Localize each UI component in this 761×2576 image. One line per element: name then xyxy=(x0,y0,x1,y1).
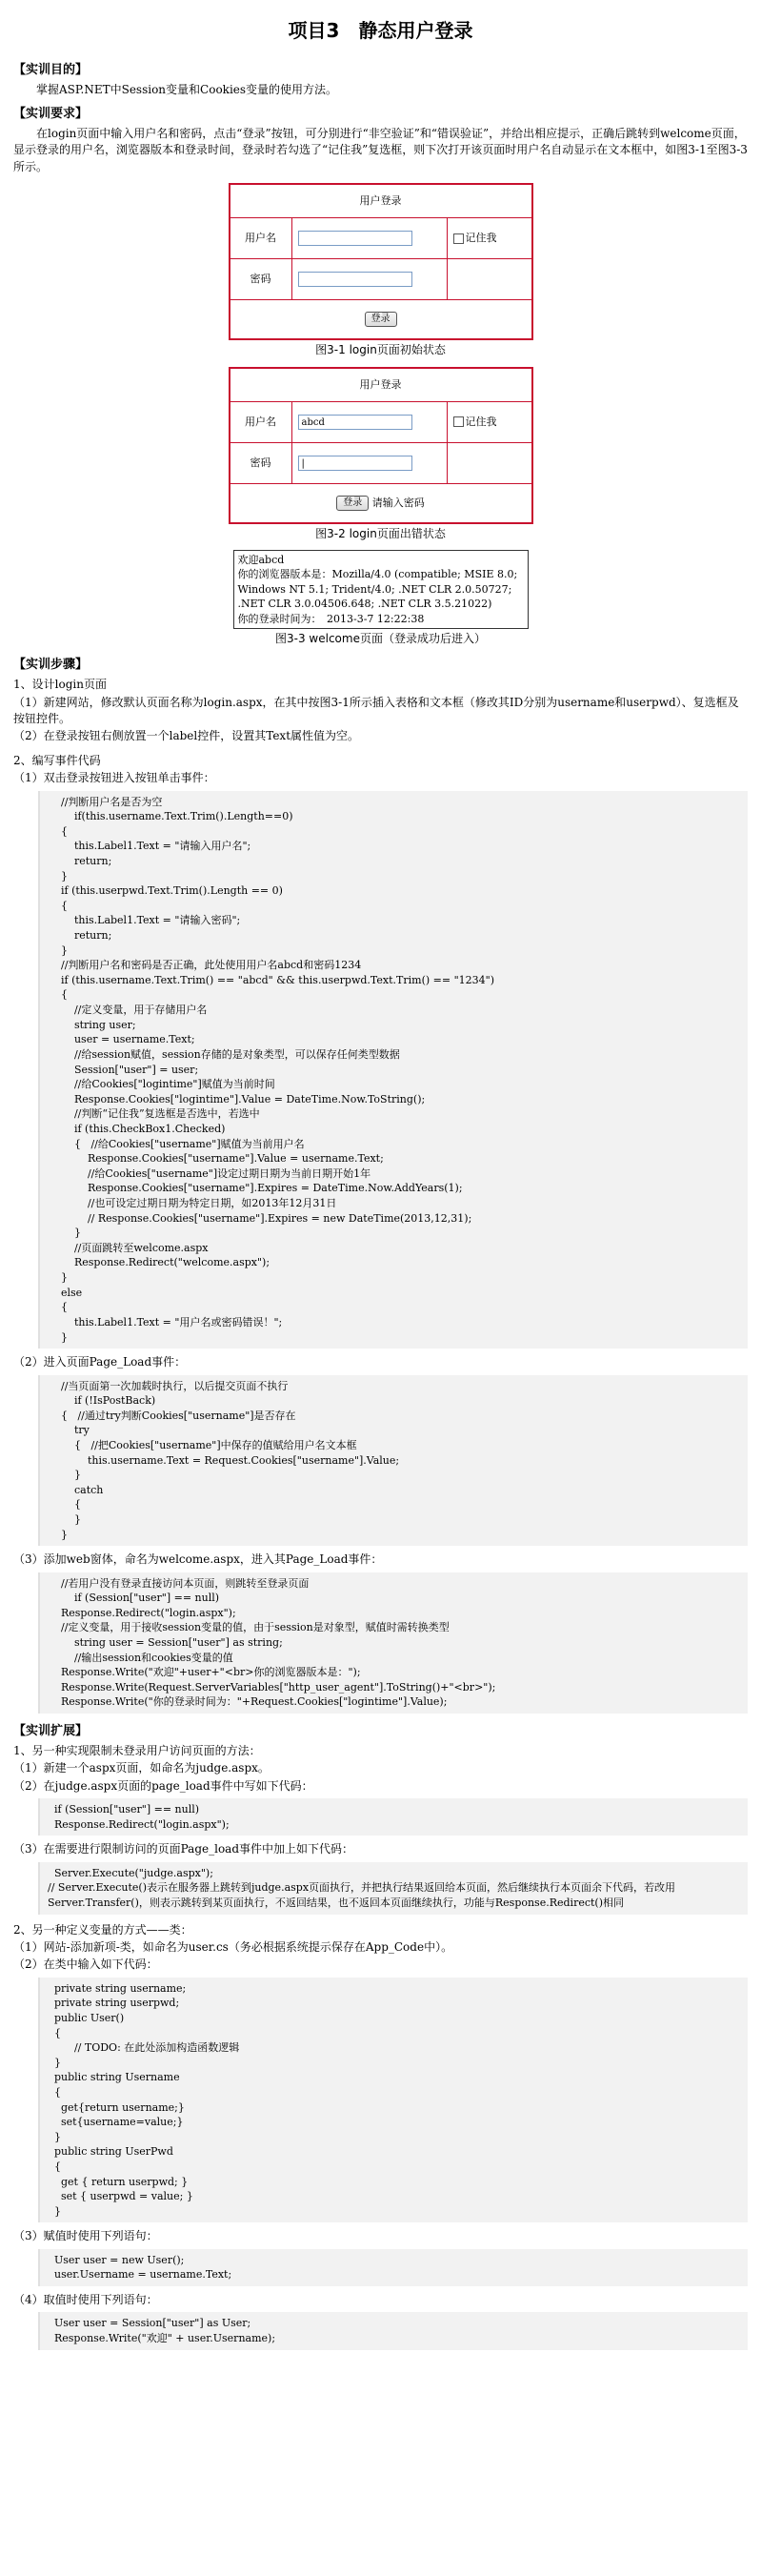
password-label: 密码 xyxy=(230,259,292,300)
extension-heading: 【实训扩展】 xyxy=(13,1724,89,1739)
ext-1: 1、另一种实现限制未登录用户访问页面的方法： xyxy=(13,1743,261,1757)
welcome-page-box xyxy=(233,550,529,629)
ext-2: 2、另一种定义变量的方式——类： xyxy=(13,1922,192,1937)
password-input[interactable] xyxy=(298,272,412,287)
step-2-2: （2）进入页面Page_Load事件： xyxy=(13,1355,187,1369)
step-1-1: （1）新建网站，修改默认页面名称为login.aspx，在其中按图3-1所示插入表格和文本框（修改其ID分别为username和userpwd）、复选框及按钮控件。 xyxy=(13,695,739,725)
ext-1-2: （2）在judge.aspx页面的page_load事件中写如下代码： xyxy=(13,1778,313,1793)
remember-label: 记住我 xyxy=(465,415,497,428)
form-header: 用户登录 xyxy=(230,184,532,218)
code-block-welcome-load: //若用户没有登录直接访问本页面，则跳转至登录页面 if (Session["user"] == null) Response.Redirect("login.aspx"); //定义变量，用于接收session变量的值，由于session是对象型，赋值时需转换类型 string user = Session["user"] as string; //输出session和cookies变量的值 Response.Write("欢迎"+user+"<br>你的浏览器版本是："); Response.Write(Request.ServerVariables["http_user_agent"].ToString()+"<br>"); Response.Write("你的登录时间为："+Request.Cookies["logintime"].Value); xyxy=(38,1572,748,1714)
code-block-retrieve: User user = Session["user"] as User; Response.Write("欢迎" + user.Username); xyxy=(38,2312,748,2349)
username-input[interactable]: abcd xyxy=(298,415,412,430)
ext-2-3: （3）赋值时使用下列语句： xyxy=(13,2229,158,2243)
code-block-user-class: private string username; private string userpwd; public User() { // TODO: 在此处添加构造函数逻辑 } public string Username { get{return username;} set{username=value;} } public string UserPwd { get { return userpwd; } set { userpwd = value; } } xyxy=(38,1978,748,2223)
username-label: 用户名 xyxy=(230,218,292,259)
remember-checkbox[interactable] xyxy=(453,233,464,244)
step-1: 1、设计login页面 xyxy=(13,678,107,692)
remember-label: 记住我 xyxy=(465,232,497,245)
logintime-line: 你的登录时间为： 2013-3-7 12:22:38 xyxy=(237,612,425,625)
execute-line: Server.Execute("judge.aspx"); xyxy=(48,1866,213,1879)
requirements-heading: 【实训要求】 xyxy=(13,107,89,122)
purpose-heading: 【实训目的】 xyxy=(13,63,89,77)
code-block-assign: User user = new User(); user.Username = username.Text; xyxy=(38,2249,748,2286)
welcome-line: 欢迎abcd xyxy=(237,554,285,567)
document-title: 项目3 静态用户登录 xyxy=(288,19,473,42)
username-label: 用户名 xyxy=(230,401,292,442)
figure-3-3 xyxy=(13,550,748,647)
execute-comment: // Server.Execute()表示在服务器上跳转到judge.aspx页面执行，并把执行结果返回给本页面，然后继续执行本页面余下代码，若改用Server.Transfer()，则表示跳转到某页面执行，不返回结果，也不返回本页面继续执行，功能与Response.Redirect()相同 xyxy=(48,1881,676,1909)
figure-3-2-caption: 图3-2 login页面出错状态 xyxy=(315,526,446,540)
username-input[interactable] xyxy=(298,231,412,246)
login-button[interactable]: 登录 xyxy=(365,312,397,327)
error-message: 请输入密码 xyxy=(371,496,425,509)
login-button[interactable]: 登录 xyxy=(336,496,369,511)
form-header: 用户登录 xyxy=(230,368,532,402)
figure-3-3-caption: 图3-3 welcome页面（登录成功后进入） xyxy=(275,631,486,645)
code-block-execute xyxy=(38,1862,748,1915)
code-block-login-click: //判断用户名是否为空 if(this.username.Text.Trim().Length==0) { this.Label1.Text = "请输入用户名"; return; } if (this.userpwd.Text.Trim().Length == 0) { this.Label1.Text = "请输入密码"; return; } //判断用户名和密码是否正确，此处使用用户名abcd和密码1234 if (this.username.Text.Trim() == "abcd" && this.userpwd.Text.Trim() == "1234") { //定义变量，用于存储用户名 string user; user = username.Text; //给session赋值，session存储的是对象类型，可以保存任何类型数据 Session["user"] = user; //给Cookies["logintime"]赋值为当前时间 Response.Cookies["logintime"].Value = DateTime.Now.ToString(); //判断“记住我”复选框是否选中，若选中 if (this.CheckBox1.Checked) { //给Cookies["username"]赋值为当前用户名 Response.Cookies["username"].Value = username.Text; //给Cookies["username"]设定过期日期为当前日期开始1年 Response.Cookies["username"].Expires = DateTime.Now.AddYears(1); //也可设定过期日期为特定日期，如2013年12月31日 // Response.Cookies["username"].Expires = new DateTime(2013,12,31); } //页面跳转至welcome.aspx Response.Redirect("welcome.aspx"); } else { this.Label1.Text = "用户名或密码错误！"; } xyxy=(38,791,748,1349)
step-2-3: （3）添加web窗体，命名为welcome.aspx，进入其Page_Load事件： xyxy=(13,1552,383,1567)
steps-heading: 【实训步骤】 xyxy=(13,658,89,673)
remember-checkbox[interactable] xyxy=(453,416,464,427)
purpose-text: 掌握ASP.NET中Session变量和Cookies变量的使用方法。 xyxy=(36,82,338,96)
ext-1-1: （1）新建一个aspx页面，如命名为judge.aspx。 xyxy=(13,1761,270,1775)
step-2-1: （1）双击登录按钮进入按钮单击事件： xyxy=(13,771,215,785)
code-block-page-load: //当页面第一次加载时执行，以后提交页面不执行 if (!IsPostBack) { //通过try判断Cookies["username"]是否存在 try { //把Cookies["username"]中保存的值赋给用户名文本框 this.username.Text = Request.Cookies["username"].Value; } catch { } } xyxy=(38,1375,748,1547)
requirements-text: 在login页面中输入用户名和密码，点击“登录”按钮，可分别进行“非空验证”和“错误验证”，并给出相应提示，正确后跳转到welcome页面，显示登录的用户名，浏览器版本和登录时间，登录时若勾选了“记住我”复选框，则下次打开该页面时用户名自动显示在文本框中，如图3-1至图3-3所示。 xyxy=(13,127,748,173)
step-2: 2、编写事件代码 xyxy=(13,753,101,767)
figure-3-2 xyxy=(13,367,748,542)
figure-3-1 xyxy=(13,183,748,358)
password-label: 密码 xyxy=(230,442,292,483)
code-block-judge: if (Session["user"] == null) Response.Redirect("login.aspx"); xyxy=(38,1798,748,1836)
ext-2-1: （1）网站-添加新项-类，如命名为user.cs（务必根据系统提示保存在App_Code中）。 xyxy=(13,1939,453,1954)
ext-1-3: （3）在需要进行限制访问的页面Page_load事件中加上如下代码： xyxy=(13,1842,354,1856)
figure-3-1-caption: 图3-1 login页面初始状态 xyxy=(315,343,446,357)
password-input[interactable]: | xyxy=(298,456,412,471)
ext-2-4: （4）取值时使用下列语句： xyxy=(13,2293,158,2307)
browser-line: 你的浏览器版本是：Mozilla/4.0 (compatible; MSIE 8.0; Windows NT 5.1; Trident/4.0; .NET CLR 2.0.50727; .NET CLR 3.0.04506.648; .NET CLR 3.5.21022) xyxy=(237,568,518,611)
login-form-table xyxy=(229,183,533,340)
ext-2-2: （2）在类中输入如下代码： xyxy=(13,1957,158,1972)
step-1-2: （2）在登录按钮右侧放置一个label控件，设置其Text属性值为空。 xyxy=(13,729,360,743)
login-form-error-table xyxy=(229,367,533,524)
